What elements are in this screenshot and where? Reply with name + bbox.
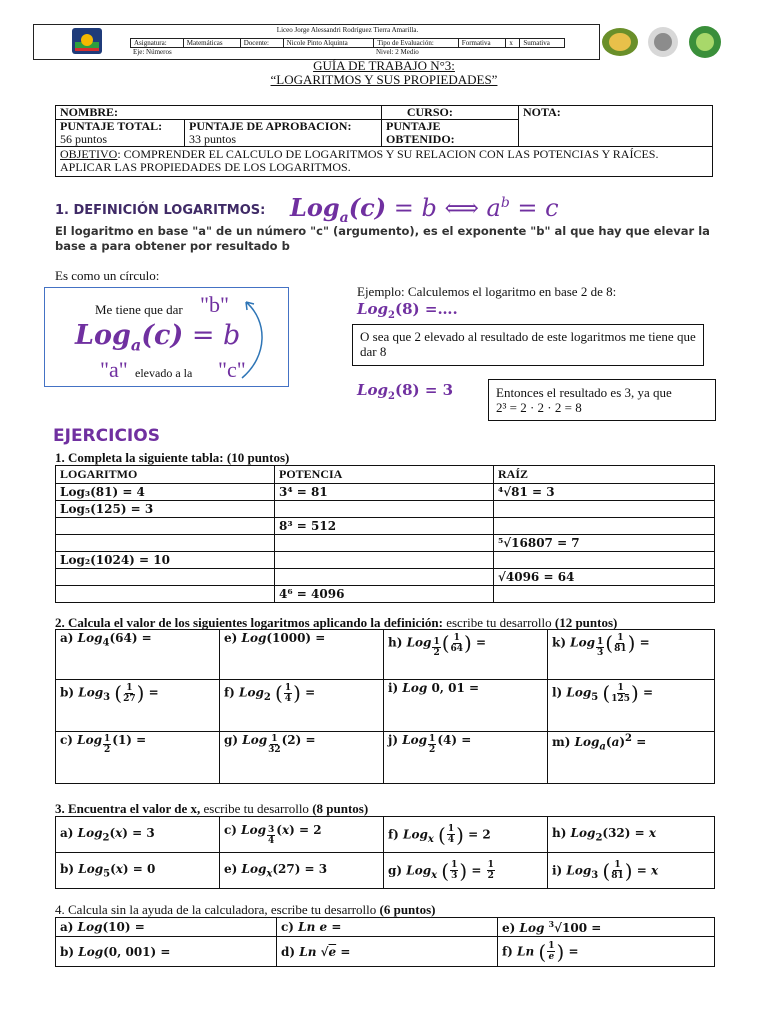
exercise-4-grid (55, 917, 715, 967)
elevado-label: elevado a la (135, 366, 193, 380)
exercise-2-item[interactable]: i) Log 0, 01 = (384, 680, 548, 732)
formativa-label: Formativa (458, 39, 506, 48)
col-header-potencia: POTENCIA (275, 466, 494, 484)
explanation-text-2b: 2³ = 2 · 2 · 2 = 8 (496, 400, 582, 415)
table-cell[interactable] (494, 501, 715, 518)
table-cell[interactable]: 3⁴ = 81 (275, 484, 494, 501)
table-cell[interactable]: Log₂(1024) = 10 (56, 552, 275, 569)
circle-intro: Es como un círculo: (55, 268, 160, 283)
table-cell[interactable] (494, 518, 715, 535)
tipo-evaluacion-label: Tipo de Evaluación: (374, 39, 459, 48)
exercise-2-item[interactable]: m) $Log_a(a)^2$ = (548, 732, 715, 784)
exercise-2-item[interactable]: f) Log$_2$ ( $\frac{1}{4}$ ) = (220, 680, 384, 732)
exercise-3-grid (55, 816, 715, 889)
objetivo-text: : COMPRENDER EL CALCULO DE LOGARITMOS Y SU RELACION CON LAS POTENCIAS Y RAÍCES. APLICAR LAS PROPIEDADES DE LOS LOGARITMOS. (60, 147, 659, 174)
cycle-arrow-icon (232, 296, 272, 382)
table-cell[interactable]: √4096 = 64 (494, 569, 715, 586)
puntaje-total-label: PUNTAJE TOTAL: (60, 119, 163, 133)
col-header-raiz: RAÍZ (494, 466, 715, 484)
exercise-2-item[interactable]: j) Log $_{\frac{1}{2}}$ (4) = (384, 732, 548, 784)
exercise-2-item[interactable]: k) Log $_{\frac{1}{3}}$ ( $\frac{1}{81}$ ) = (548, 630, 715, 680)
example-formula-question: Log$_2$(8) =…. (357, 300, 458, 321)
exercise-3-item[interactable]: i) Log$_3$ ( $\frac{1}{81}$ ) = x (548, 853, 715, 889)
exercise-2-title: 2. Calcula el valor de los siguientes logaritmos aplicando la definición: escribe tu desarrollo (12 puntos) (55, 615, 618, 630)
subject-info-row (130, 38, 565, 48)
exercise-4-item[interactable]: f) Ln ( $\frac{1}{e}$ ) = (498, 937, 715, 967)
exercise-3-item[interactable]: g) Log$_x$ ( $\frac{1}{3}$ ) = $\frac{1}{2}$ (384, 853, 548, 889)
exercise-2-item[interactable]: g) Log $_{\frac{1}{32}}$ (2) = (220, 732, 384, 784)
exercise-2-item[interactable]: h) Log $_{\frac{1}{2}}$ ( $\frac{1}{64}$ ) = (384, 630, 548, 680)
exercise-2-item[interactable]: l) Log$_5$ ( $\frac{1}{125}$ ) = (548, 680, 715, 732)
a-quote-label: "a" (100, 357, 128, 382)
table-cell[interactable] (56, 586, 275, 603)
guide-title: GUÍA DE TRABAJO N°3: (313, 58, 455, 73)
definition-formula: Log$_a$(c) = b ⟺ $a^b = c$ (290, 193, 559, 226)
exercise-3-item[interactable]: c) Log $_{\frac{3}{4}}$ (x) = 2 (220, 817, 384, 853)
table-cell[interactable]: 8³ = 512 (275, 518, 494, 535)
col-header-logaritmo: LOGARITMO (56, 466, 275, 484)
exercise-3-item[interactable]: b) Log$_5$(x) = 0 (56, 853, 220, 889)
exercise-4-item[interactable]: b) Log(0, 001) = (56, 937, 277, 967)
exercise-4-title: 4. Calcula sin la ayuda de la calculadora, escribe tu desarrollo (6 puntos) (55, 902, 436, 917)
table-cell[interactable] (275, 569, 494, 586)
exercise-3-item[interactable]: a) Log$_2$(x) = 3 (56, 817, 220, 853)
objetivo-label: OBJETIVO (60, 147, 118, 161)
asignatura-label: Asignatura: (131, 39, 184, 48)
puntaje-total-value: 56 puntos (60, 132, 108, 146)
definition-heading: 1. DEFINICIÓN LOGARITMOS: (55, 203, 266, 218)
student-info-table: NOMBRE: CURSO: NOTA: PUNTAJE TOTAL: 56 puntos PUNTAJE DE APROBACION: 33 puntos PUNTAJE OBTENIDO: OBJETIVO: COMPRENDER EL CALCULO DE LOGARITMOS Y SU RELACION CON LAS POTENCIAS Y RAÍCES. APLICAR LAS PROPIEDADES DE LOS LOGARITMOS. (55, 105, 713, 177)
nivel-label: Nivel: 2 Medio (376, 48, 419, 56)
formativa-mark: x (506, 39, 520, 48)
puntaje-obtenido-label: PUNTAJE (386, 119, 441, 133)
exercise-3-item[interactable]: e) Log$_x$(27) = 3 (220, 853, 384, 889)
table-cell[interactable]: ⁵√16807 = 7 (494, 535, 715, 552)
exercise-4-item[interactable]: a) Log(10) = (56, 918, 277, 937)
b-quote-label: "b" (200, 292, 229, 317)
docente-value: Nicole Pinto Alquinta (283, 39, 374, 48)
exercise-3-item[interactable]: h) Log$_2$(32) = x (548, 817, 715, 853)
table-cell[interactable] (56, 569, 275, 586)
nombre-label: NOMBRE: (60, 105, 118, 119)
sumativa-label: Sumativa (520, 39, 565, 48)
table-cell[interactable] (275, 535, 494, 552)
table-cell[interactable] (56, 518, 275, 535)
table-cell[interactable]: 4⁶ = 4096 (275, 586, 494, 603)
table-cell[interactable] (494, 586, 715, 603)
exercise-2-item[interactable]: c) Log $_{\frac{1}{2}}$ (1) = (56, 732, 220, 784)
table-cell[interactable] (275, 552, 494, 569)
example-formula-answer: Log$_2$(8) = 3 (357, 381, 454, 402)
table-cell[interactable]: Log₃(81) = 4 (56, 484, 275, 501)
docente-label: Docente: (240, 39, 283, 48)
exercise-4-item[interactable]: d) Ln √e = (277, 937, 498, 967)
exercise-1-title: 1. Completa la siguiente tabla: (10 puntos) (55, 450, 290, 465)
guide-subtitle: “LOGARITMOS Y SUS PROPIEDADES” (270, 72, 498, 87)
curso-label: CURSO: (406, 105, 453, 119)
example-text: Ejemplo: Calculemos el logaritmo en base 2 de 8: (357, 284, 617, 299)
puntaje-aprobacion-value: 33 puntos (189, 132, 237, 146)
eje-label: Eje: Números (133, 48, 172, 56)
me-tiene-label: Me tiene que dar (95, 302, 183, 317)
exercise-2-item[interactable]: e) Log(1000) = (220, 630, 384, 680)
school-crest-logo (72, 28, 102, 54)
explanation-text-2a: Entonces el resultado es 3, ya que (496, 385, 672, 400)
asignatura-value: Matemáticas (183, 39, 240, 48)
table-cell[interactable]: ⁴√81 = 3 (494, 484, 715, 501)
definition-text-line2: base a para obtener por resultado b (55, 239, 290, 253)
exercise-3-item[interactable]: f) Log$_x$ ( $\frac{1}{4}$ ) = 2 (384, 817, 548, 853)
exercise-2-item[interactable]: b) Log$_3$ ( $\frac{1}{27}$ ) = (56, 680, 220, 732)
school-name: Liceo Jorge Alessandri Rodríguez Tierra Amarilla. (276, 26, 419, 34)
explanation-text-1: O sea que 2 elevado al resultado de este logaritmos me tiene que dar 8 (360, 329, 696, 359)
exercise-1-table (55, 465, 715, 603)
definition-text-line1: El logaritmo en base "a" de un número "c" (argumento), es el exponente "b" al que hay que elevar la (55, 224, 710, 238)
institution-logos (600, 24, 728, 60)
puntaje-aprobacion-label: PUNTAJE DE APROBACION: (189, 119, 352, 133)
table-cell[interactable] (494, 552, 715, 569)
table-cell[interactable] (275, 501, 494, 518)
c-quote-label: "c" (218, 357, 246, 382)
nota-label: NOTA: (523, 105, 561, 119)
exercise-2-grid (55, 629, 715, 784)
table-cell[interactable] (56, 535, 275, 552)
exercise-4-item[interactable]: c) Ln e = (277, 918, 498, 937)
table-cell[interactable]: Log₅(125) = 3 (56, 501, 275, 518)
circle-formula: Log$_a$(c) = b (75, 320, 241, 355)
exercises-heading: EJERCICIOS (53, 426, 160, 446)
exercise-3-title: 3. Encuentra el valor de x, escribe tu desarrollo (8 puntos) (55, 801, 369, 816)
exercise-4-item[interactable]: e) Log $^3$√100 = (498, 918, 715, 937)
exercise-2-item[interactable]: a) Log$_4$(64) = (56, 630, 220, 680)
